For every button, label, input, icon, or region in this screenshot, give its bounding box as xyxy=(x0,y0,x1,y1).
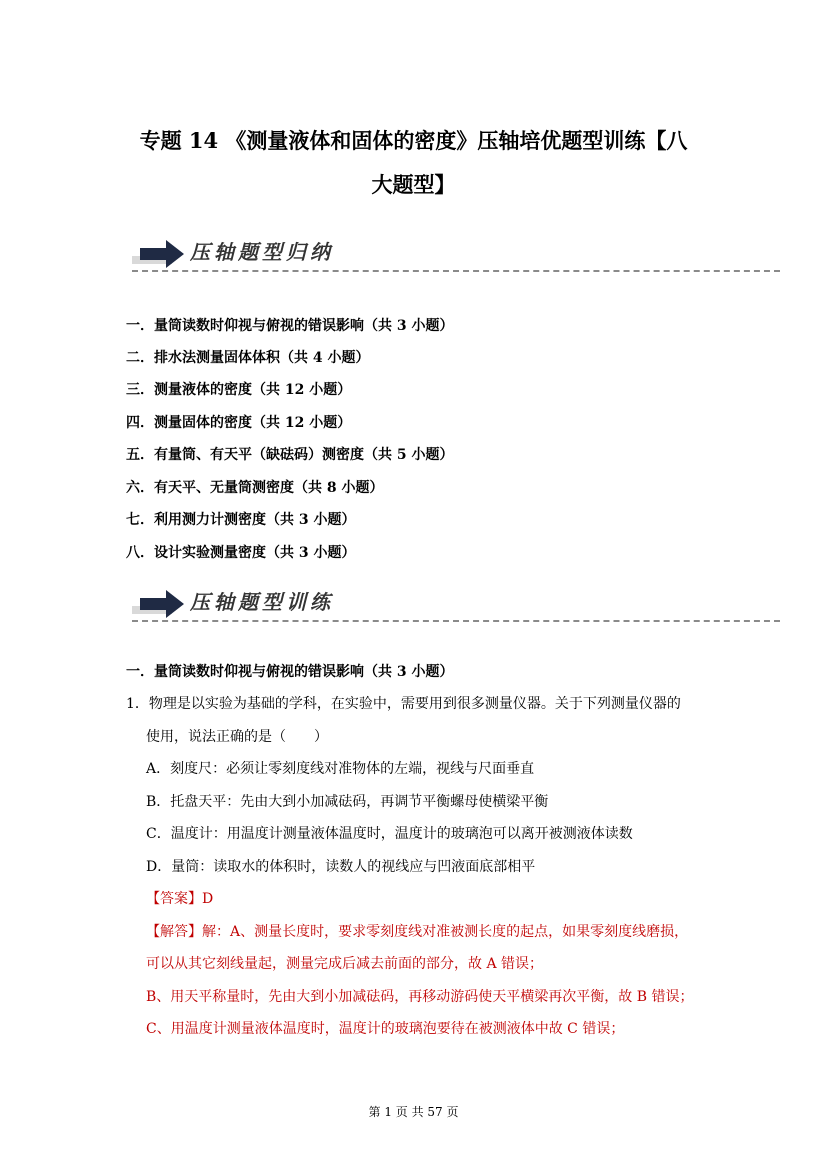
toc-item: 六．有天平、无量筒测密度（共 8 小题） xyxy=(126,480,384,496)
toc-item: 七．利用测力计测密度（共 3 小题） xyxy=(126,512,356,528)
explanation-line: 【解答】解：A、测量长度时，要求零刻度线对准被测长度的起点，如果零刻度线磨损， xyxy=(146,924,689,940)
toc-item: 五．有量筒、有天平（缺砝码）测密度（共 5 小题） xyxy=(126,447,454,463)
banner-divider xyxy=(132,270,780,272)
document-title-line-1: 专题 14 《测量液体和固体的密度》压轴培优题型训练【八 xyxy=(139,128,688,153)
option-c: C．温度计：用温度计测量液体温度时，温度计的玻璃泡可以离开被测液体读数 xyxy=(146,826,633,842)
banner-divider xyxy=(132,620,780,622)
section-heading: 一．量筒读数时仰视与俯视的错误影响（共 3 小题） xyxy=(126,664,454,680)
question-stem: 使用，说法正确的是（ ） xyxy=(146,729,328,745)
explanation-line: C、用温度计测量液体温度时，温度计的玻璃泡要待在被测液体中故 C 错误； xyxy=(146,1021,625,1037)
training-banner-label: 压轴题型训练 xyxy=(190,590,334,614)
summary-banner-label: 压轴题型归纳 xyxy=(190,240,334,264)
toc-item: 八．设计实验测量密度（共 3 小题） xyxy=(126,545,356,561)
toc-item: 一．量筒读数时仰视与俯视的错误影响（共 3 小题） xyxy=(126,318,454,334)
option-d: D．量筒：读取水的体积时，读数人的视线应与凹液面底部相平 xyxy=(146,859,536,875)
toc-item: 二．排水法测量固体体积（共 4 小题） xyxy=(126,350,370,366)
arrow-right-icon xyxy=(140,590,184,618)
arrow-right-icon xyxy=(140,240,184,268)
explanation-line: 可以从其它刻线量起，测量完成后减去前面的部分，故 A 错误； xyxy=(146,956,544,972)
toc-item: 四．测量固体的密度（共 12 小题） xyxy=(126,415,352,431)
answer: 【答案】D xyxy=(146,891,214,907)
summary-banner xyxy=(132,234,780,274)
explanation-line: B、用天平称量时，先由大到小加减砝码，再移动游码使天平横梁再次平衡，故 B 错误； xyxy=(146,989,694,1005)
question-stem: 1．物理是以实验为基础的学科，在实验中，需要用到很多测量仪器。关于下列测量仪器的 xyxy=(126,696,681,712)
toc-item: 三．测量液体的密度（共 12 小题） xyxy=(126,382,352,398)
document-title-line-2: 大题型】 xyxy=(371,172,456,197)
page-footer: 第 1 页 共 57 页 xyxy=(368,1105,459,1119)
training-banner xyxy=(132,584,780,624)
option-a: A．刻度尺：必须让零刻度线对准物体的左端，视线与尺面垂直 xyxy=(146,761,535,777)
option-b: B．托盘天平：先由大到小加减砝码，再调节平衡螺母使横梁平衡 xyxy=(146,794,549,810)
